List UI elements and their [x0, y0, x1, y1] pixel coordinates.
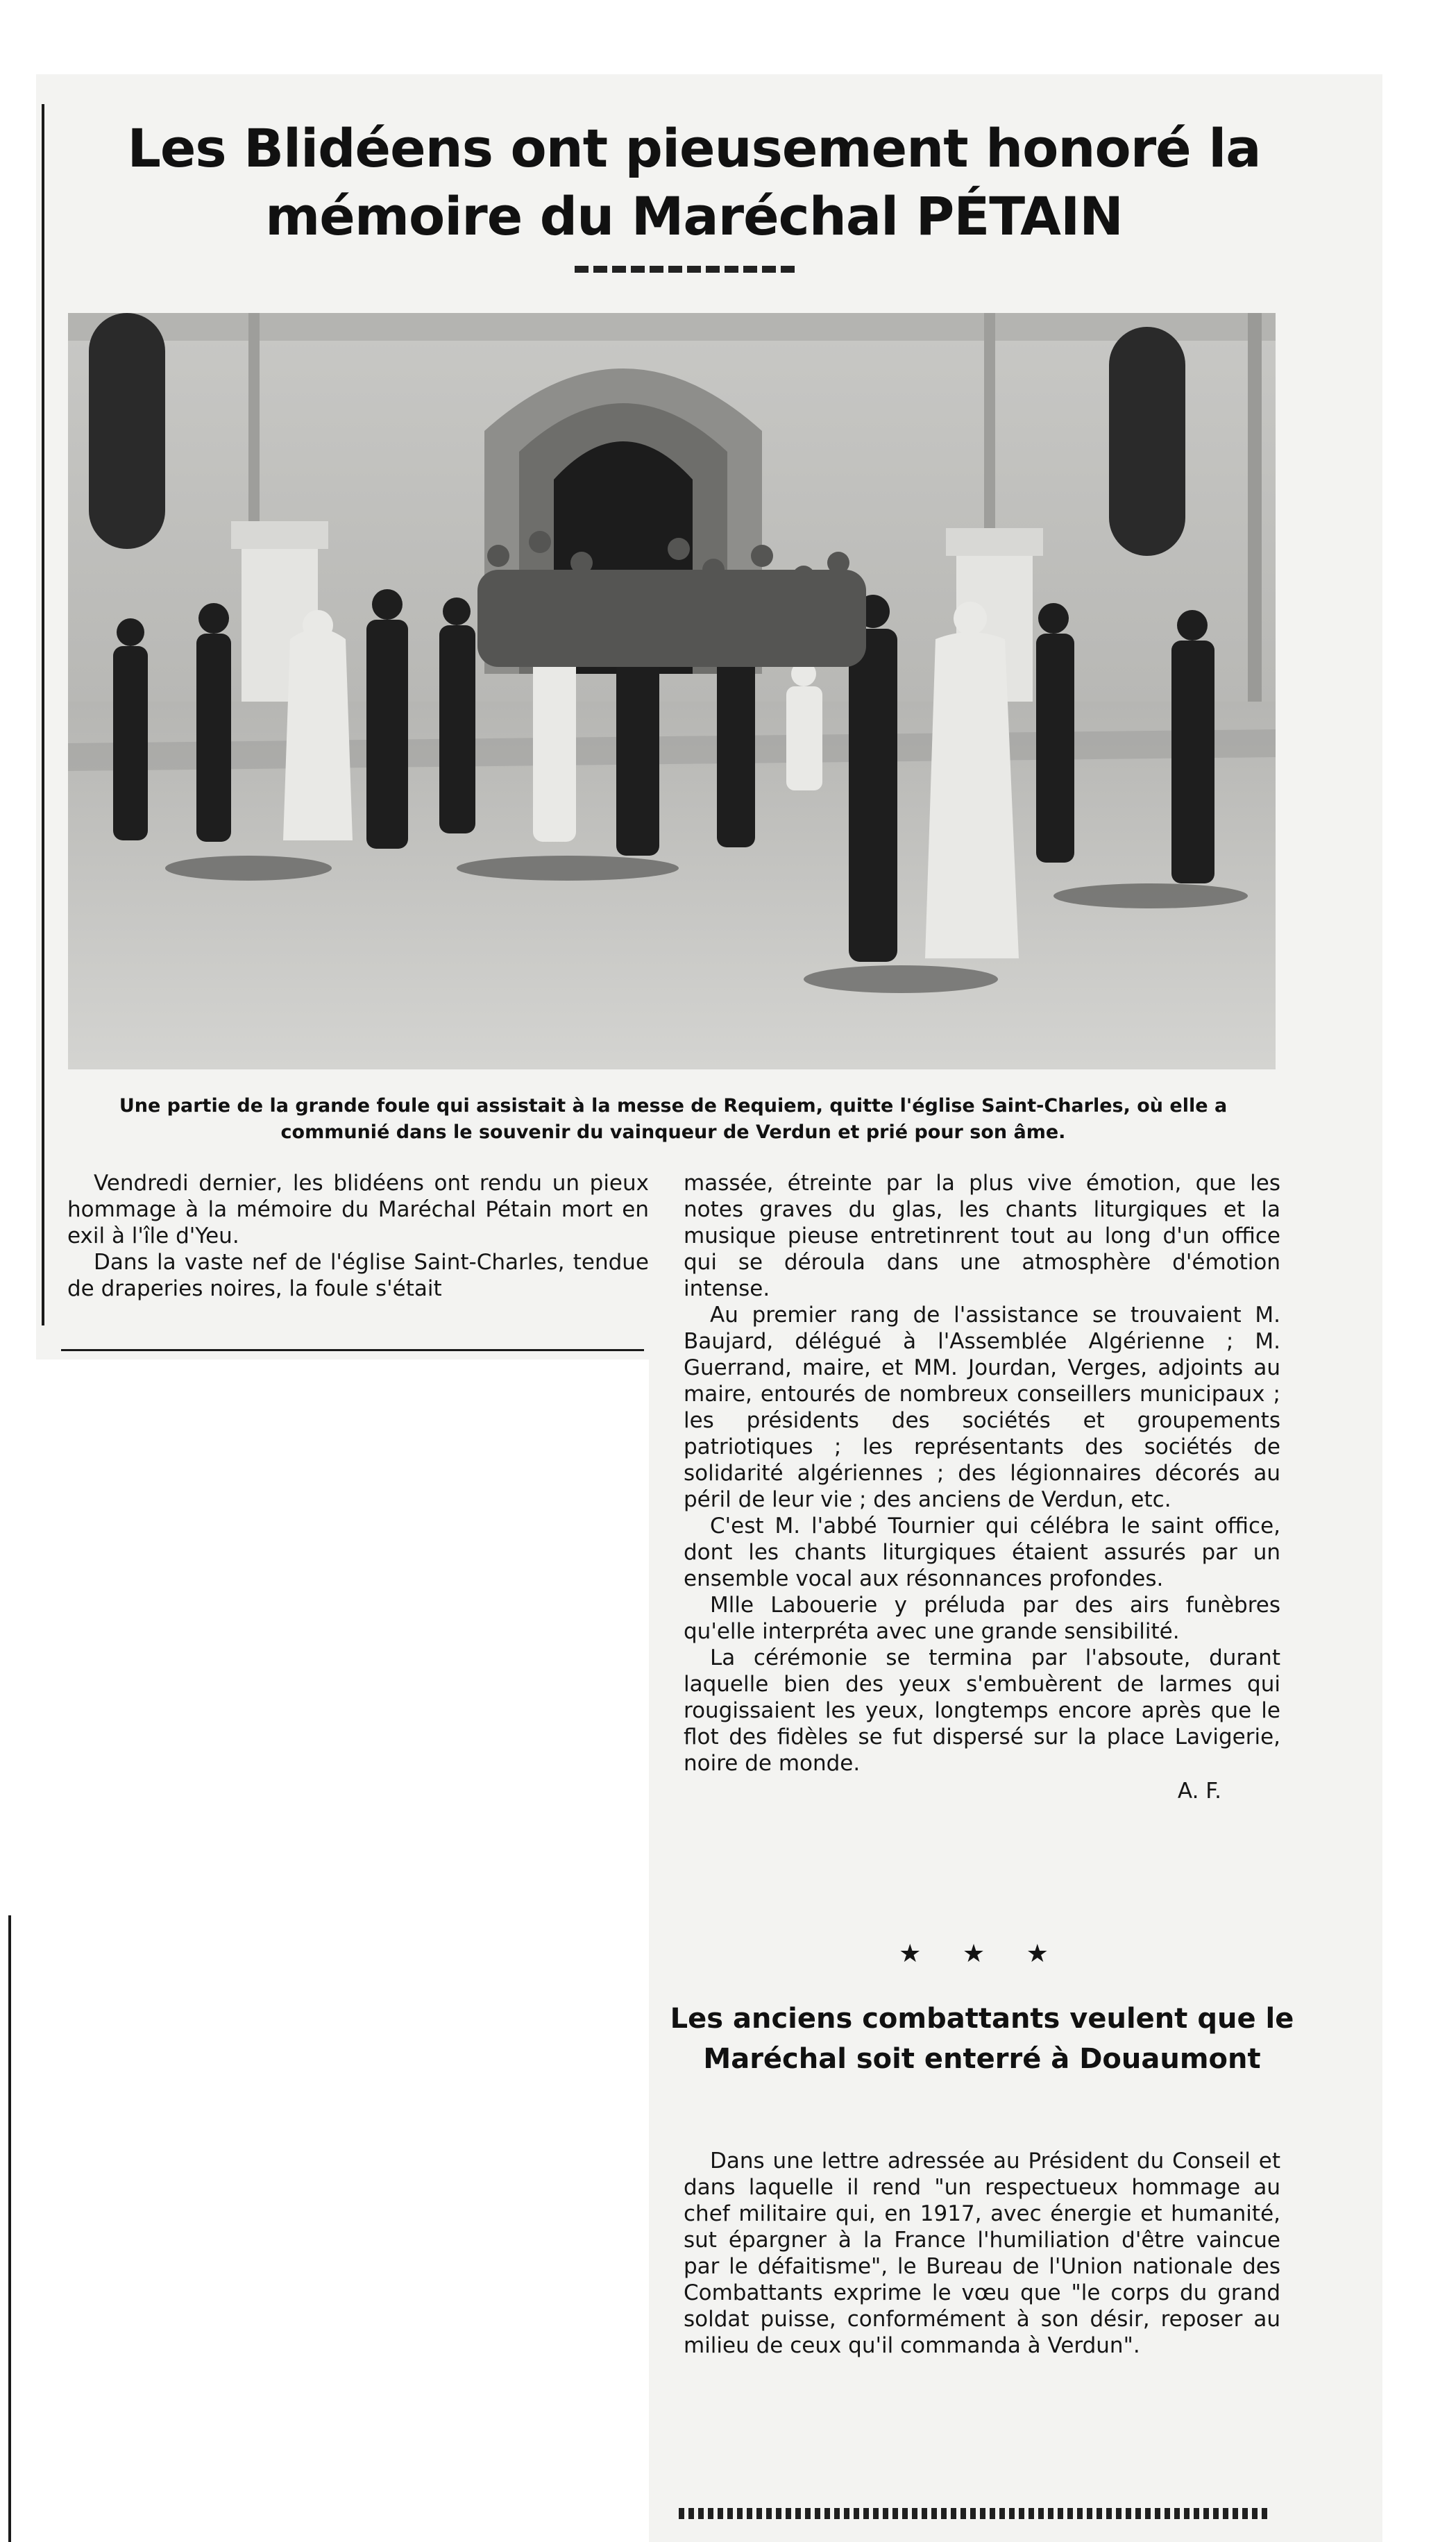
article-body-right-column: [684, 1170, 1280, 1804]
section-separator: ★ ★ ★: [899, 1940, 1065, 1968]
headline-dashed-rule: [575, 266, 797, 273]
second-article-headline: Les anciens combattants veulent que le Maréchal soit enterré à Douaumont: [670, 2003, 1294, 2075]
clipping-left-edge-mark: [42, 104, 44, 1325]
second-article-body: [684, 2148, 1280, 2359]
article-paragraph: Au premier rang de l'assistance se trouvaient M. Baujard, délégué à l'Assemblée Algérienne ; M. Guerrand, maire, et MM. Jourdan, Verges, adjoints au maire, entourés de nombreux conseillers municipaux ; les présidents des sociétés et groupements patriotiques ; les représentants des sociétés de solidarité algériennes ; des légionnaires décorés au péril de leur vie ; des anciens de Verdun, etc.: [684, 1303, 1280, 1512]
article-paragraph: Mlle Labouerie y préluda par des airs funèbres qu'elle interpréta avec une grande sensibilité.: [684, 1593, 1280, 1644]
photo-caption: Une partie de la grande foule qui assistait à la messe de Requiem, quitte l'église Saint-Charles, où elle a communié dans le souvenir du vainqueur de Verdun et prié pour son âme.: [119, 1095, 1228, 1143]
article-body-left-column: [67, 1170, 649, 1302]
article-paragraph: Dans la vaste nef de l'église Saint-Charles, tendue de draperies noires, la foule s'était: [67, 1250, 649, 1301]
church-crowd-photo: [68, 313, 1276, 1069]
article-paragraph: C'est M. l'abbé Tournier qui célébra le saint office, dont les chants liturgiques étaient assurés par un ensemble vocal aux résonnances profondes.: [684, 1514, 1280, 1591]
clipping-rule-mark: [61, 1349, 644, 1351]
clipping-bottom-left-edge-mark: [8, 1915, 11, 2542]
author-signature: A. F.: [1177, 1779, 1221, 1804]
article-paragraph: massée, étreinte par la plus vive émotion, que les notes graves du glas, les chants liturgiques et la musique pieuse entretinrent tout au long d'un office qui se déroula dans une atmosphère d'émotion intense.: [684, 1171, 1280, 1301]
church-crowd-photo-icon: [68, 313, 1276, 1069]
article-paragraph: Dans une lettre adressée au Président du Conseil et dans laquelle il rend "un respectueux hommage au chef militaire qui, en 1917, avec énergie et humanité, sut épargner à la France l'humiliation d'être vaincue par le défaitisme", le Bureau de l'Union nationale des Combattants exprime le vœu que "le corps du grand soldat puisse, conformément à son désir, reposer au milieu de ceux qu'il commanda à Verdun".: [684, 2149, 1280, 2358]
article-paragraph: La cérémonie se termina par l'absoute, durant laquelle bien des yeux s'embuèrent de larmes qui rougissaient les yeux, longtemps encore après que le flot des fidèles se fut dispersé sur la place Lavigerie, noire de monde.: [684, 1645, 1280, 1776]
bottom-decorative-rule: [679, 2508, 1271, 2519]
headline: Les Blidéens ont pieusement honoré la mémoire du Maréchal PÉTAIN: [127, 117, 1261, 247]
article-paragraph: Vendredi dernier, les blidéens ont rendu un pieux hommage à la mémoire du Maréchal Pétain mort en exil à l'île d'Yeu.: [67, 1171, 649, 1248]
